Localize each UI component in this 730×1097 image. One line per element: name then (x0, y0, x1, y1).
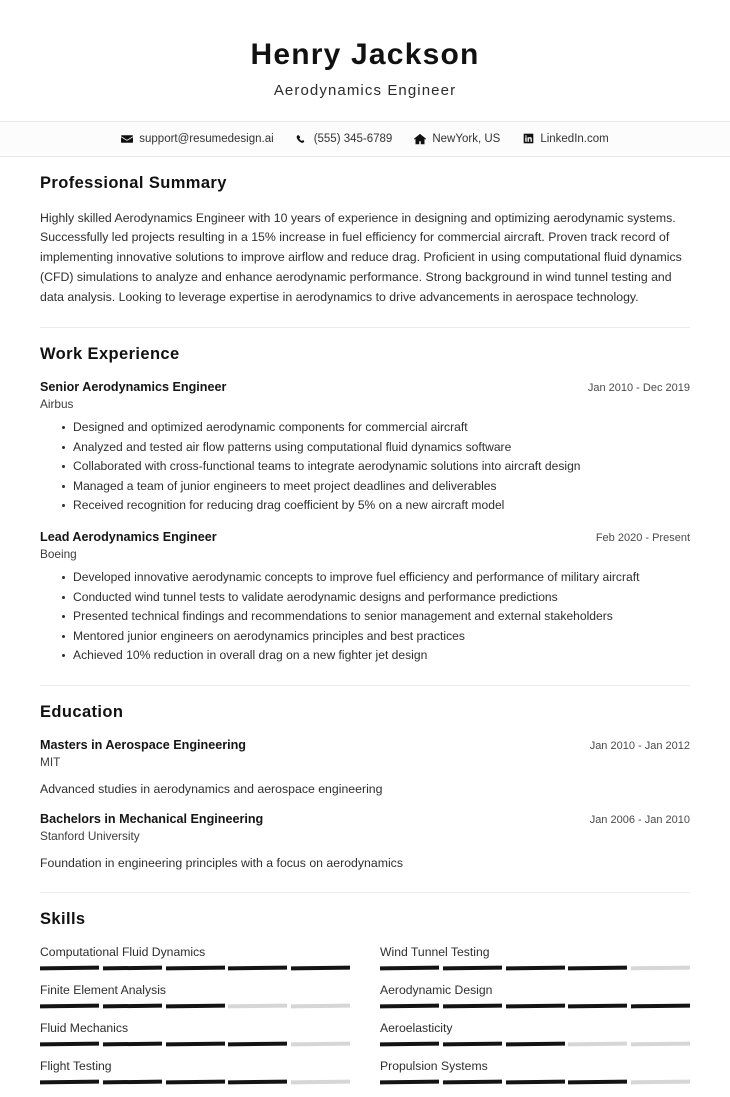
skill-level-segment (506, 1041, 565, 1046)
skill-level-segment (40, 1041, 99, 1046)
phone-icon (296, 133, 308, 145)
skill-item (40, 983, 350, 1021)
work-entry (40, 380, 690, 516)
section-heading-skills: Skills (40, 909, 86, 928)
education-entry-description: Advanced studies in aerodynamics and aerospace engineering (40, 781, 383, 796)
skill-level-bar (380, 1004, 690, 1008)
work-entry-bullets (62, 418, 690, 516)
list-item: Conducted wind tunnel tests to validate aerodynamic designs and performance predictions (62, 588, 690, 608)
skill-level-segment (40, 1003, 99, 1008)
page-title: Henry Jackson (250, 38, 480, 71)
skill-item (380, 1021, 690, 1059)
skill-level-segment (103, 965, 162, 970)
section-heading-education: Education (40, 702, 124, 721)
education-entry-degree: Bachelors in Mechanical Engineering (40, 812, 264, 827)
skill-name: Aerodynamic Design (380, 982, 493, 997)
skill-name: Fluid Mechanics (40, 1020, 129, 1035)
education-entry-date: Jan 2010 - Jan 2012 (589, 739, 690, 752)
skill-level-segment (380, 965, 439, 970)
skill-level-segment (443, 965, 502, 970)
contact-bar (0, 121, 730, 157)
education-entry-date: Jan 2006 - Jan 2010 (589, 814, 690, 827)
list-item: Mentored junior engineers on aerodynamics principles and best practices (62, 627, 690, 647)
linkedin-icon (522, 133, 534, 145)
skill-level-bar (380, 966, 690, 970)
section-professional-summary (40, 157, 690, 309)
skill-level-segment (568, 965, 627, 970)
work-entry-header (40, 530, 690, 544)
envelope-icon (121, 133, 133, 145)
education-entry (40, 812, 690, 872)
contact-email-label: support@resumedesign.ai (139, 132, 274, 145)
skill-name: Aeroelasticity (380, 1020, 453, 1035)
education-entry-description: Foundation in engineering principles with a focus on aerodynamics (40, 856, 403, 871)
contact-phone-label: (555) 345-6789 (313, 132, 393, 145)
work-entry-company: Boeing (40, 546, 77, 561)
resume-body (0, 157, 730, 1097)
skill-level-bar (380, 1042, 690, 1046)
work-entry (40, 530, 690, 666)
contact-linkedin[interactable] (522, 133, 608, 145)
skill-level-segment (103, 1079, 162, 1084)
skill-level-bar (40, 1042, 350, 1046)
skill-level-bar (40, 1080, 350, 1084)
contact-email[interactable] (121, 133, 273, 145)
skill-level-segment (568, 1041, 627, 1046)
skill-level-segment (443, 1079, 502, 1084)
education-entry-degree: Masters in Aerospace Engineering (40, 737, 246, 752)
work-entry-date: Jan 2010 - Dec 2019 (587, 382, 690, 395)
skill-level-segment (380, 1003, 439, 1008)
skill-level-bar (40, 1004, 350, 1008)
job-title: Aerodynamics Engineer (273, 81, 457, 99)
skill-level-segment (631, 1079, 690, 1084)
list-item: Designed and optimized aerodynamic components for commercial aircraft (62, 418, 690, 438)
list-item: Received recognition for reducing drag coefficient by 5% on a new aircraft model (62, 496, 690, 516)
skill-level-segment (568, 1079, 627, 1084)
skill-level-segment (631, 1003, 690, 1008)
skill-level-segment (291, 1041, 350, 1046)
list-item: Analyzed and tested air flow patterns using computational fluid dynamics software (62, 438, 690, 458)
skill-level-segment (380, 1079, 439, 1084)
skill-item (380, 983, 690, 1021)
list-item: Collaborated with cross-functional teams to integrate aerodynamic solutions into aircraft design (62, 457, 690, 477)
education-entry-school: Stanford University (40, 829, 140, 844)
skill-level-segment (443, 1041, 502, 1046)
resume-header (0, 0, 730, 121)
skill-level-segment (506, 965, 565, 970)
skill-name: Computational Fluid Dynamics (40, 944, 206, 959)
skill-level-segment (166, 1079, 225, 1084)
work-entry-list (40, 380, 690, 666)
skill-item (380, 1059, 690, 1097)
skill-name: Propulsion Systems (380, 1058, 488, 1073)
skill-level-segment (291, 965, 350, 970)
education-entry-header (40, 812, 690, 826)
contact-linkedin-label: LinkedIn.com (540, 132, 609, 145)
skill-name: Wind Tunnel Testing (380, 944, 490, 959)
work-entry-date: Feb 2020 - Present (595, 531, 690, 544)
skill-item (40, 945, 350, 983)
skill-level-segment (103, 1041, 162, 1046)
summary-text: Highly skilled Aerodynamics Engineer with 10 years of experience in designing and optimizing aerodynamic systems. Successfully led projects resulting in a 15% increase in fuel efficiency for commercial aircraft. Proven track record of implementing innovative solutions to improve airflow and reduce drag. Proficient in using computational fluid dynamics (CFD) simulations to analyze and enhance aerodynamic performance. Strong background in wind tunnel testing and data analysis. Looking to leverage expertise in aerodynamics to drive advancements in aerospace technology. (40, 210, 682, 305)
skill-level-segment (166, 1041, 225, 1046)
skill-level-segment (291, 1079, 350, 1084)
skill-level-segment (228, 1079, 287, 1084)
contact-location[interactable] (414, 133, 500, 145)
skill-level-segment (228, 965, 287, 970)
list-item: Presented technical findings and recommendations to senior management and external stakeholders (62, 607, 690, 627)
skill-level-segment (631, 965, 690, 970)
skill-item (40, 1059, 350, 1097)
skill-level-bar (40, 966, 350, 970)
skills-grid (40, 945, 690, 1097)
skill-level-segment (443, 1003, 502, 1008)
skill-item (380, 945, 690, 983)
education-entry-school: MIT (40, 754, 61, 769)
skill-item (40, 1021, 350, 1059)
work-entry-company: Airbus (40, 397, 74, 412)
work-entry-bullets (62, 568, 690, 666)
skill-level-segment (380, 1041, 439, 1046)
work-entry-header (40, 380, 690, 394)
education-entry-header (40, 738, 690, 752)
work-entry-role: Lead Aerodynamics Engineer (40, 529, 217, 544)
section-heading-work: Work Experience (40, 345, 180, 364)
work-entry-role: Senior Aerodynamics Engineer (40, 380, 227, 395)
skill-level-segment (506, 1003, 565, 1008)
skill-level-segment (506, 1079, 565, 1084)
skill-name: Flight Testing (40, 1058, 112, 1073)
contact-phone[interactable] (296, 133, 393, 145)
skill-level-segment (103, 1003, 162, 1008)
contact-location-label: NewYork, US (432, 132, 501, 145)
skill-level-bar (380, 1080, 690, 1084)
list-item: Developed innovative aerodynamic concepts to improve fuel efficiency and performance of military aircraft (62, 568, 690, 588)
skill-level-segment (631, 1041, 690, 1046)
education-entry-list (40, 738, 690, 873)
section-heading-summary: Professional Summary (40, 173, 227, 192)
skill-level-segment (228, 1003, 287, 1008)
education-entry (40, 738, 690, 798)
skill-level-segment (228, 1041, 287, 1046)
skill-level-segment (291, 1003, 350, 1008)
section-skills (40, 892, 690, 1097)
skill-level-segment (568, 1003, 627, 1008)
skill-level-segment (40, 1079, 99, 1084)
list-item: Managed a team of junior engineers to meet project deadlines and deliverables (62, 477, 690, 497)
home-icon (414, 133, 426, 145)
skill-level-segment (40, 965, 99, 970)
skill-level-segment (166, 1003, 225, 1008)
skill-level-segment (166, 965, 225, 970)
list-item: Achieved 10% reduction in overall drag on a new fighter jet design (62, 646, 690, 666)
skill-name: Finite Element Analysis (40, 982, 166, 997)
section-education (40, 685, 690, 873)
section-work-experience (40, 327, 690, 666)
